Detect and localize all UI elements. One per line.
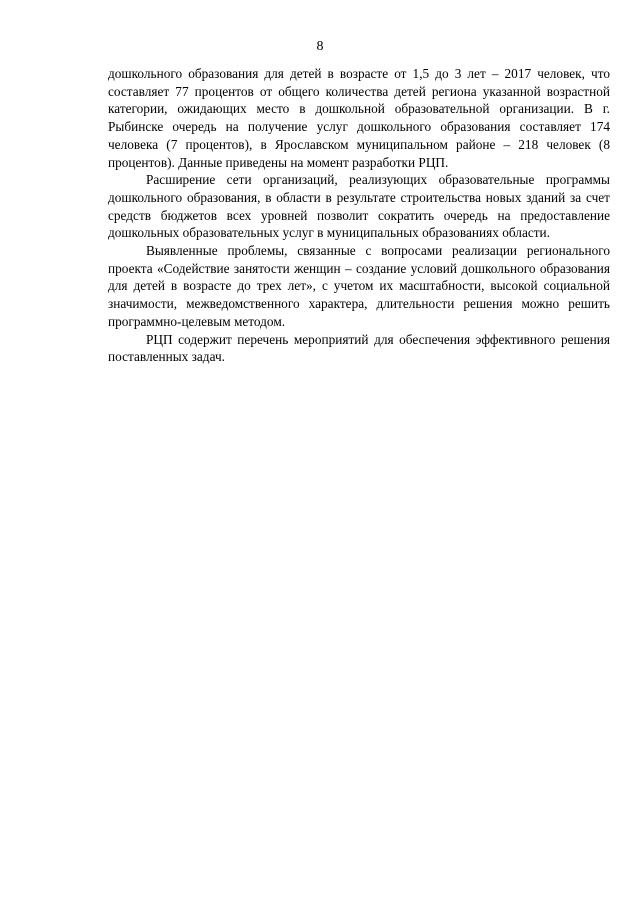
paragraph-rcp-measures: РЦП содержит перечень мероприятий для обеспечения эффективного решения поставленных задач. [108,331,610,365]
document-body [108,65,610,366]
paragraph-network-expansion: Расширение сети организаций, реализующих образовательные программы дошкольного образования, в области в результате строительства новых зданий за счет средств бюджетов всех уровней позволит сократить очередь на предоставление дошкольных образовательных услуг в муниципальных образованиях области. [108,172,610,241]
paragraph-continuation: дошкольного образования для детей в возрасте от 1,5 до 3 лет – 2017 человек, что составляет 77 процентов от общего количества детей региона указанной возрастной категории, ожидающих место в дошкольной образовательной организации. В г. Рыбинске очередь на получение услуг дошкольного образования составляет 174 человека (7 процентов), в Ярославском муниципальном районе – 218 человек (8 процентов). Данные приведены на момент разработки РЦП. [108,66,610,170]
paragraph-identified-problems: Выявленные проблемы, связанные с вопросами реализации регионального проекта «Содействие занятости женщин – создание условий дошкольного образования для детей в возрасте до трех лет», с учетом их масштабности, высокой социальной значимости, межведомственного характера, длительности решения можно решить программно-целевым методом. [108,243,610,329]
page-number: 8 [316,39,324,54]
